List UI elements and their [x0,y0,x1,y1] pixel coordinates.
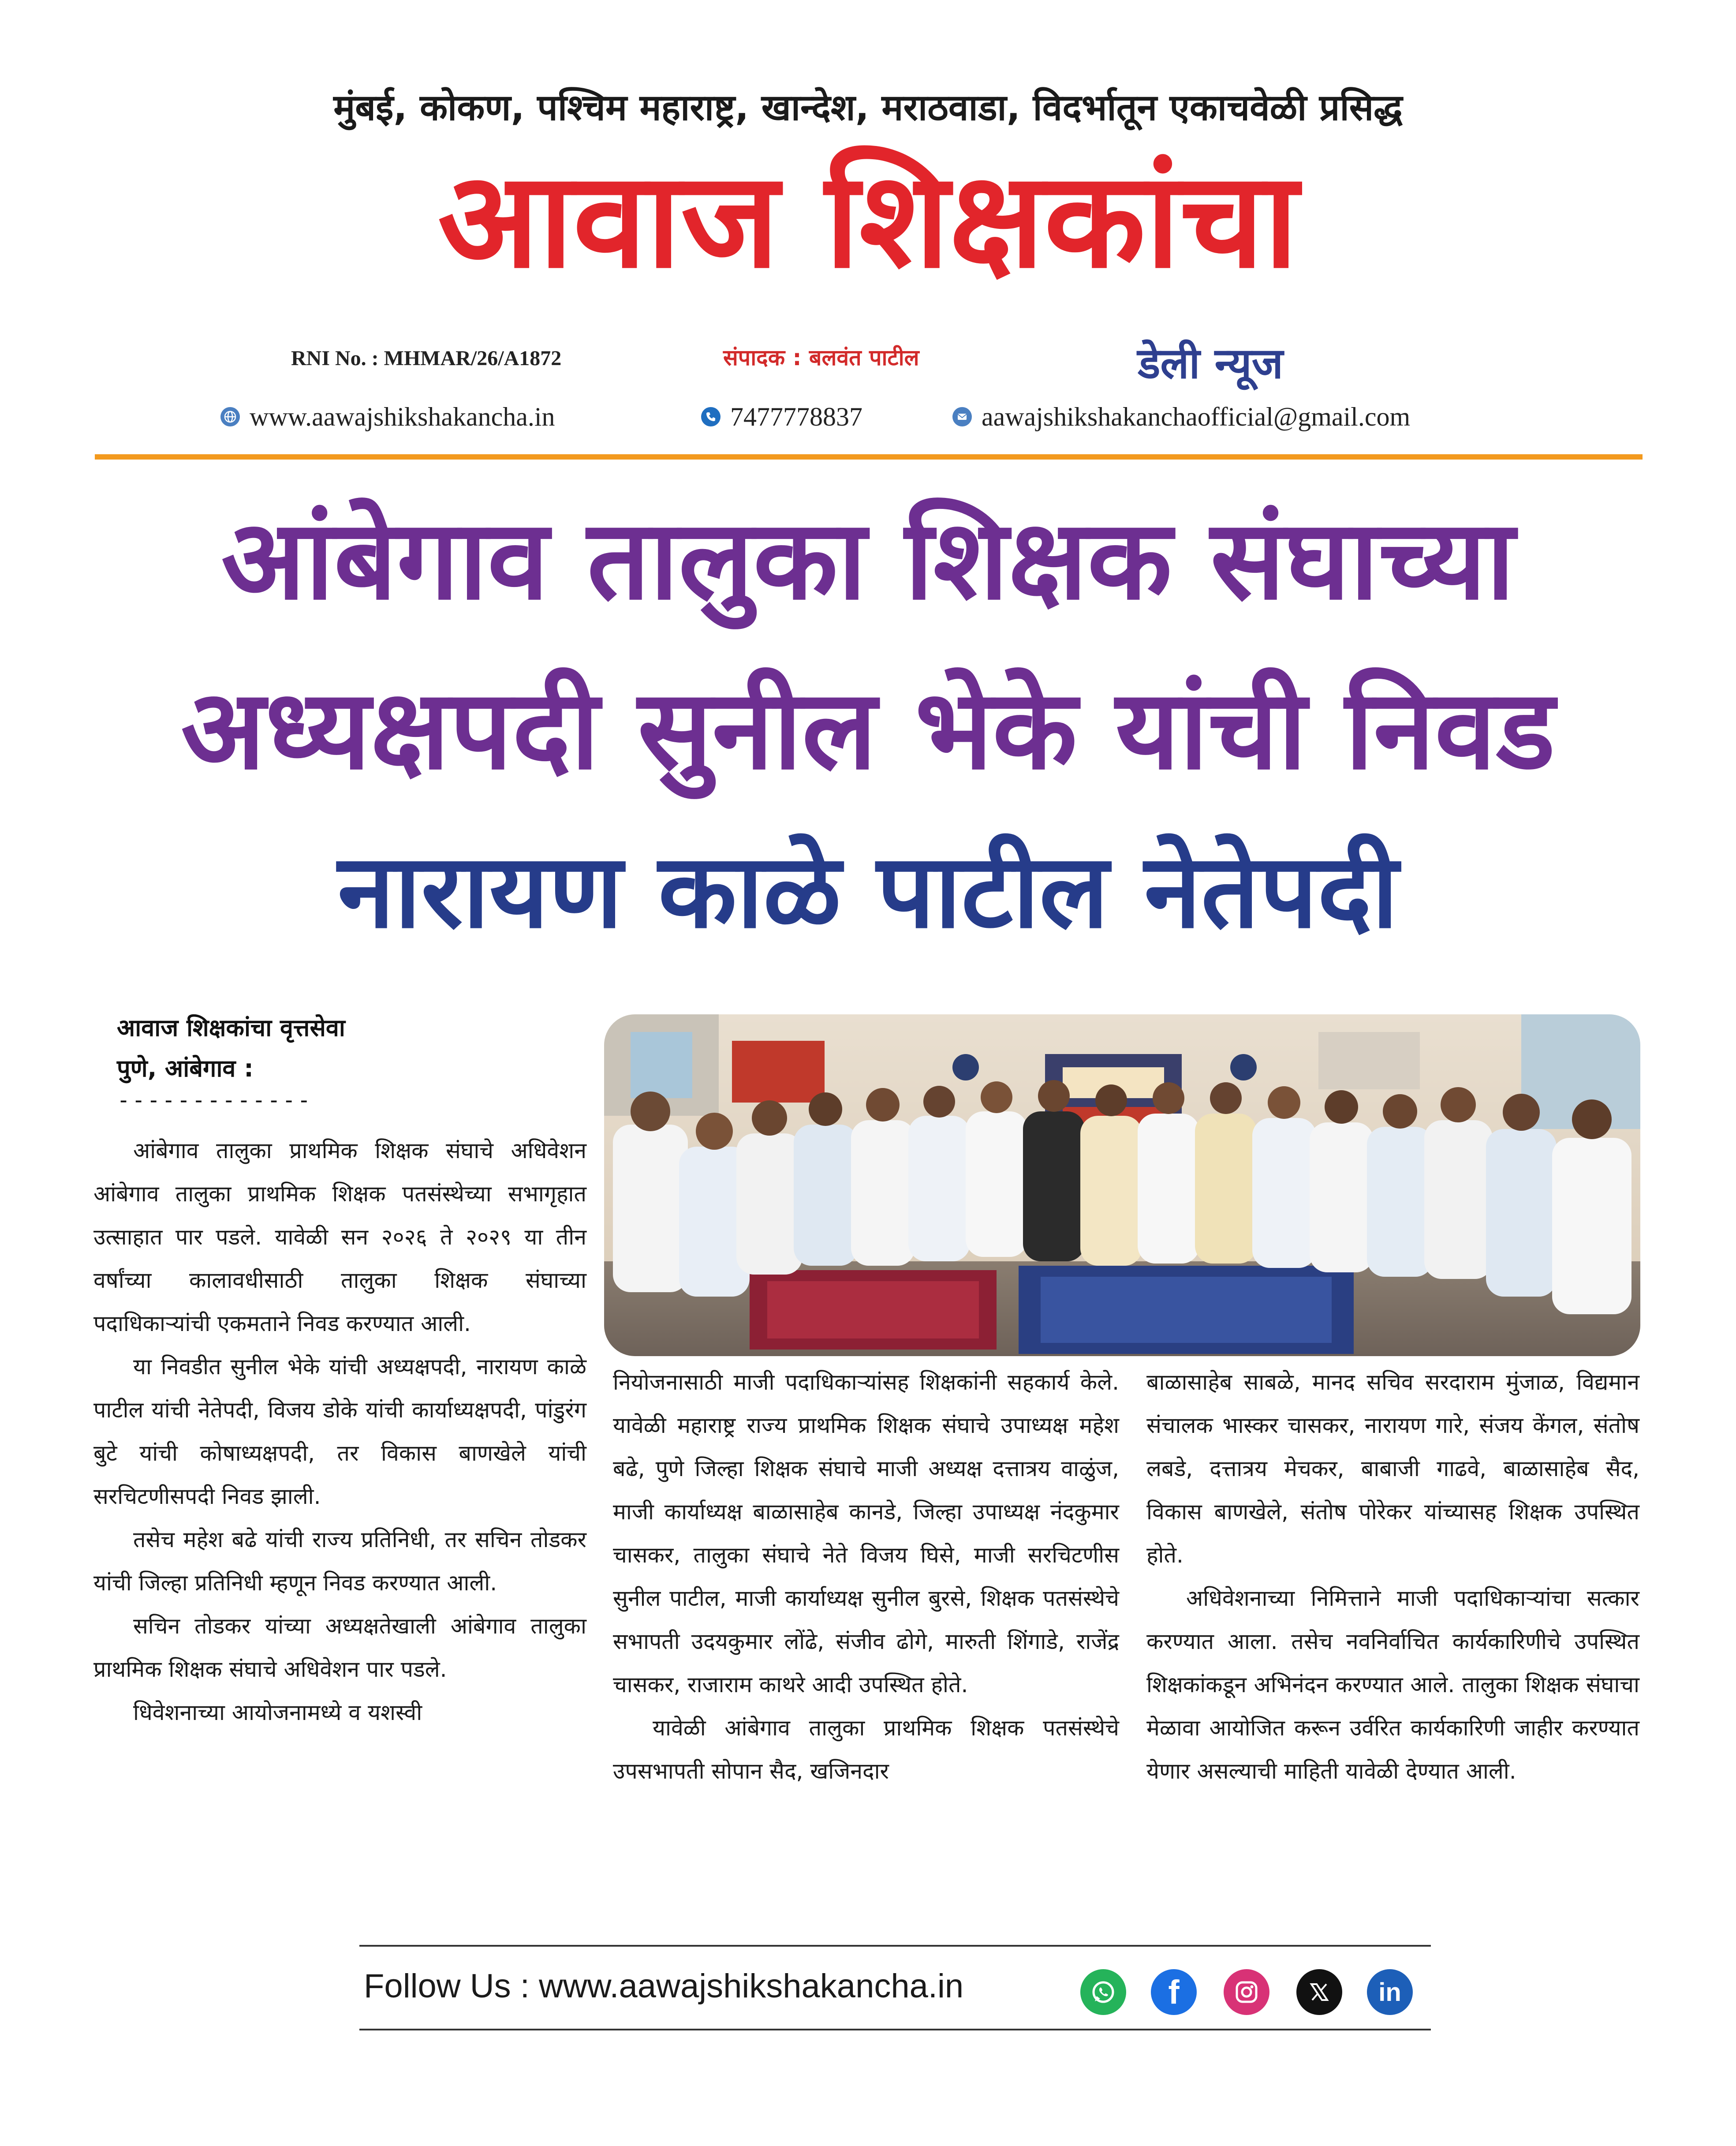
footer-bottom-rule [359,2029,1431,2030]
masthead-title: आवाज शिक्षकांचा [437,143,1299,297]
footer-top-rule [359,1945,1431,1947]
header-divider [95,454,1643,460]
phone-number[interactable]: 7477778837 [730,402,862,431]
paragraph: आंबेगाव तालुका प्राथमिक शिक्षक संघाचे अधिवेशन आंबेगाव तालुका प्राथमिक शिक्षक पतसंस्थेच्या सभागृहात उत्साहात पार पडले. यावेळी सन २०२६ ते २०२९ या तीन वर्षांच्या कालावधीसाठी तालुका शिक्षक संघाच्या पदाधिकाऱ्यांची एकमताने निवड करण्यात आली. [93,1138,586,1336]
byline [117,1008,426,1089]
paragraph: तसेच महेश बढे यांची राज्य प्रतिनिधी, तर सचिन तोडकर यांची जिल्हा प्रतिनिधी म्हणून निवड करण्यात आली. [93,1527,586,1596]
tagline: मुंबई, कोकण, पश्चिम महाराष्ट्र, खान्देश, मराठवाडा, विदर्भातून एकाचवेळी प्रसिद्ध [333,87,1403,129]
rni-number: RNI No. : MHMAR/26/A1872 [291,347,562,370]
email-icon [952,407,972,426]
website-contact[interactable] [220,399,555,434]
instagram-icon[interactable] [1224,1969,1269,2015]
follow-us-link[interactable]: Follow Us : www.aawajshikshakancha.in [364,1967,964,2005]
paragraph: यावेळी आंबेगाव तालुका प्राथमिक शिक्षक पतसंस्थेचे उपसभापती सोपान सैद, खजिनदार [613,1715,1119,1784]
whatsapp-icon[interactable] [1080,1969,1126,2015]
linkedin-icon[interactable]: in [1367,1969,1413,2015]
headline-line-1: आंबेगाव तालुका शिक्षक संघाच्या [221,496,1515,624]
paragraph: या निवडीत सुनील भेके यांची अध्यक्षपदी, नारायण काळे पाटील यांची नेतेपदी, विजय डोके यांची कार्याध्यक्षपदी, पांडुरंग बुटे यांची कोषाध्यक्षपदी, तर विकास बाणखेले यांची सरचिटणीसपदी निवड झाली. [93,1354,586,1509]
email-contact[interactable] [952,399,1410,434]
event-group-photo [604,1014,1640,1356]
dateline-place: पुणे, आंबेगाव : [117,1054,254,1082]
paragraph: सचिन तोडकर यांच्या अध्यक्षतेखाली आंबेगाव तालुका प्राथमिक शिक्षक संघाचे अधिवेशन पार पडले. [93,1613,586,1682]
daily-news-label: डेली न्यूज [1138,339,1283,388]
paragraph: अधिवेशनाच्या निमित्ताने माजी पदाधिकाऱ्यांचा सत्कार करण्यात आला. तसेच नवनिर्वाचित कार्यकारिणीचे उपस्थित शिक्षकांकडून अभिनंदन करण्यात आले. तालुका शिक्षक संघाचा मेळावा आयोजित करून उर्वरित कार्यकारिणी जाहीर करण्यात येणार असल्याची माहिती यावेळी देण्यात आली. [1146,1585,1639,1784]
paragraph: नियोजनासाठी माजी पदाधिकाऱ्यांसह शिक्षकांनी सहकार्य केले. यावेळी महाराष्ट्र राज्य प्राथमिक शिक्षक संघाचे उपाध्यक्ष महेश बढे, पुणे जिल्हा शिक्षक संघाचे माजी अध्यक्ष दत्तात्रय वाळुंज, माजी कार्याध्यक्ष बाळासाहेब कानडे, जिल्हा उपाध्यक्ष नंदकुमार चासकर, तालुका संघाचे नेते विजय घिसे, माजी सरचिटणीस सुनील पाटील, माजी कार्याध्यक्ष सुनील बुरसे, शिक्षक पतसंस्थेचे सभापती उदयकुमार लोंढे, संजीव ढोगे, मारुती शिंगाडे, राजेंद्र चासकर, राजाराम काथरे आदी उपस्थित होते. [613,1369,1119,1697]
phone-icon [701,407,721,426]
byline-separator: ------------- [117,1087,313,1113]
email-address[interactable]: aawajshikshakanchaofficial@gmail.com [982,402,1411,431]
globe-icon [220,407,240,426]
article-column-3 [1146,1361,1639,1793]
x-twitter-icon[interactable] [1296,1969,1342,2015]
paragraph: बाळासाहेब साबळे, मानद सचिव सरदाराम मुंजाळ, विद्यमान संचालक भास्कर चासकर, नारायण गारे, संजय केंगल, संतोष लबडे, दत्तात्रय मेचकर, बाबाजी गाढवे, बाळासाहेब सैद, विकास बाणखेले, संतोष पोरेकर यांच्यासह शिक्षक उपस्थित होते. [1146,1369,1639,1568]
paragraph: धिवेशनाच्या आयोजनामध्ये व यशस्वी [133,1700,422,1725]
headline-line-2: अध्यक्षपदी सुनील भेके यांची निवड [181,665,1555,794]
phone-contact[interactable] [701,399,862,434]
news-service: आवाज शिक्षकांचा वृत्तसेवा [117,1014,345,1042]
article-column-1 [93,1129,586,1734]
article-column-2 [613,1361,1119,1793]
subheadline: नारायण काळे पाटील नेतेपदी [337,832,1399,951]
facebook-icon[interactable]: f [1151,1969,1197,2015]
editor-credit: संपादक : बलवंत पाटील [723,345,919,370]
website-link[interactable]: www.aawajshikshakancha.in [250,402,555,431]
